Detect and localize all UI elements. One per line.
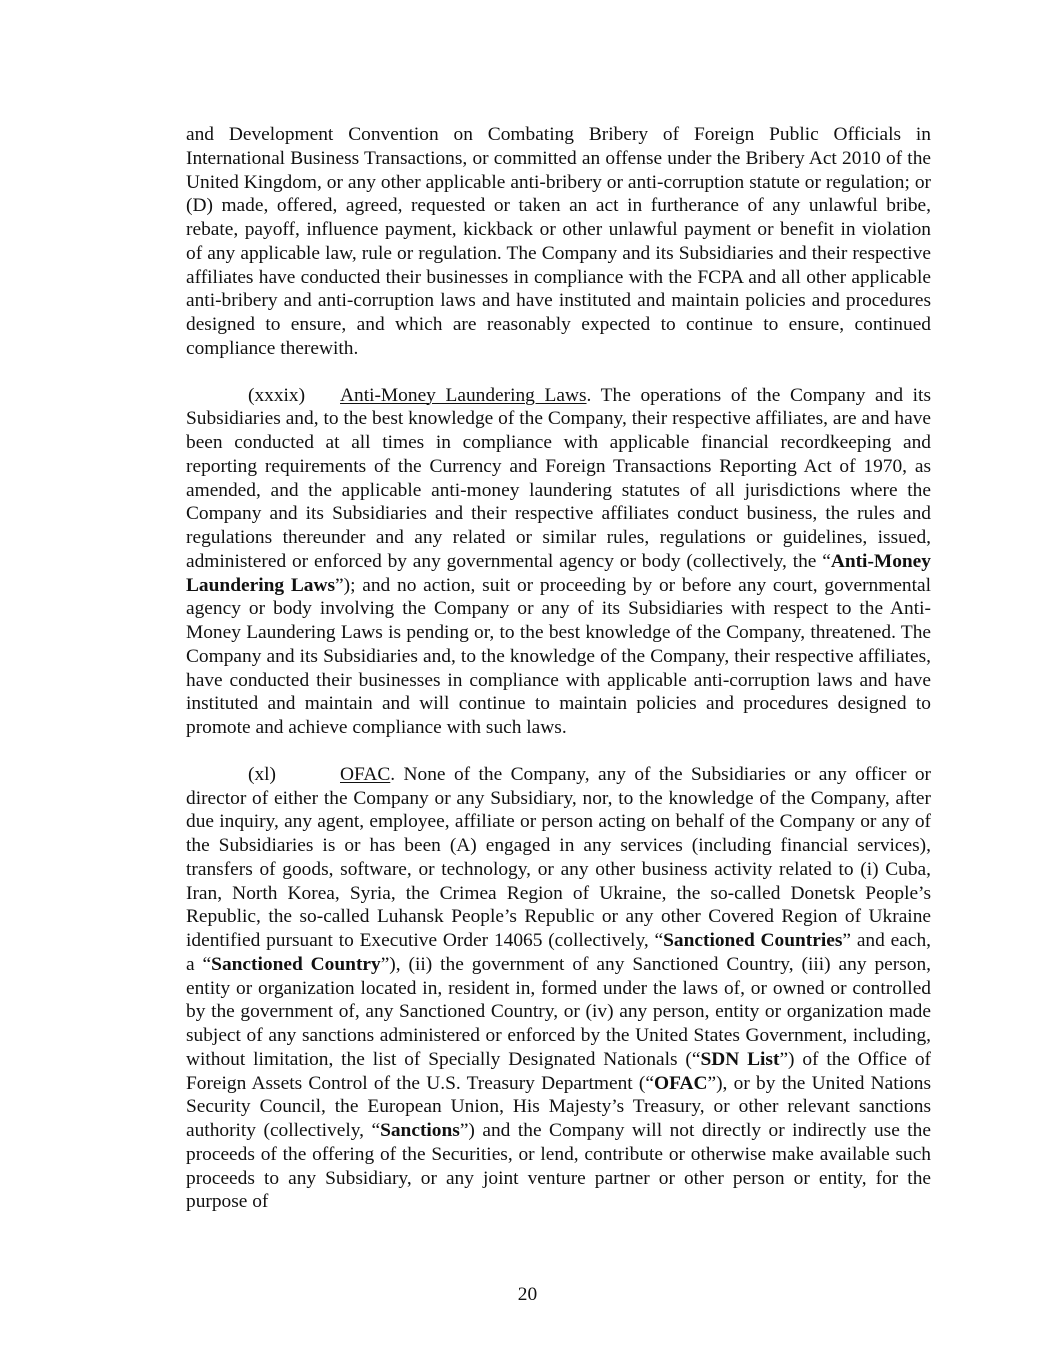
paragraph-text: ”) and the Company will not directly or indirectly use the proceeds of the offering of the Securities, or lend, contribute or otherwise make available such proceeds to any Subsidiary, or any joint venture partner or other person or entity, for the purpose of: [186, 1120, 931, 1213]
defined-term: Sanctioned Countries: [663, 930, 843, 951]
paragraph-text: ” and each, a “: [186, 930, 931, 975]
defined-term: Sanctions: [380, 1120, 460, 1141]
page-number: 20: [517, 1284, 538, 1305]
section-anti-money-laundering: [186, 384, 931, 740]
defined-term: OFAC: [653, 1072, 708, 1094]
section-number: (xxxix): [248, 384, 306, 406]
section-title: OFAC: [340, 763, 391, 785]
section-title: Anti-Money Laundering Laws: [340, 384, 587, 406]
section-ofac: [186, 763, 931, 1214]
paragraph-text: and Development Convention on Combating Bribery of Foreign Public Officials in International Business Transactions, or committed an offense under the Bribery Act 2010 of the United Kingdom, or any other applicable anti-bribery or anti-corruption statute or regulation; or (D) made, offered, agreed, requested or taken an act in furtherance of any unlawful bribe, rebate, payoff, influence payment, kickback or other unlawful payment or benefit in violation of any applicable law, rule or regulation. The Company and its Subsidiaries and their respective affiliates have conducted their businesses in compliance with the FCPA and all other applicable anti-bribery and anti-corruption laws and have instituted and maintain policies and procedures designed to ensure, and which are reasonably expected to continue to ensure, continued compliance therewith.: [186, 124, 931, 359]
paragraph-text: ”); and no action, suit or proceeding by or before any court, governmental agency or body involving the Company or any of its Subsidiaries with respect to the Anti-Money Laundering Laws is pending or, to the best knowledge of the Company, threatened. The Company and its Subsidiaries and, to the knowledge of the Company, their respective affiliates, have conducted their businesses in compliance with applicable anti-corruption laws and have instituted and maintain and will continue to maintain policies and procedures designed to promote and achieve compliance with such laws.: [186, 574, 931, 738]
section-number: (xl): [248, 763, 276, 785]
paragraph-text: ”), or by the United Nations Security Council, the European Union, His Majesty’s Treasury, or other relevant sanctions authority (collectively, “: [186, 1072, 931, 1141]
document-body: [186, 123, 931, 1214]
defined-term: Anti-Money Laundering Laws: [186, 550, 931, 596]
defined-term: SDN List: [700, 1048, 780, 1070]
paragraph-text: . None of the Company, any of the Subsidiaries or any officer or director of either the Company or any Subsidiary, nor, to the knowledge of the Company, after due inquiry, any agent, employee, affiliate or person acting on behalf of the Company or any of the Subsidiaries is or has been (A) engaged in any services (including financial services), transfers of goods, software, or technology, or any other business activity related to (i) Cuba, Iran, North Korea, Syria, the Crimea Region of Ukraine, the so-called Donetsk People’s Republic, the so-called Luhansk People’s Republic or any other Covered Region of Ukraine identified pursuant to Executive Order 14065 (collectively, “: [186, 763, 931, 951]
paragraph-text: ”), (ii) the government of any Sanctioned Country, (iii) any person, entity or organization located in, resident in, formed under the laws of, or owned or controlled by the government of, any Sanctioned Country, or (iv) any person, entity or organization made subject of any sanctions administered or enforced by the United States Government, including, without limitation, the list of Specially Designated Nationals (“: [186, 953, 931, 1070]
paragraph-text: . The operations of the Company and its Subsidiaries and, to the best knowledge of the Company, their respective affiliates, are and have been conducted at all times in compliance with applicable financial recordkeeping and reporting requirements of the Currency and Foreign Transactions Reporting Act of 1970, as amended, and the applicable anti-money laundering statutes of all jurisdictions where the Company and its Subsidiaries and their respective affiliates conduct business, the rules and regulations thereunder and any related or similar rules, regulations or guidelines, issued, administered or enforced by any governmental agency or body (collectively, the “: [186, 384, 931, 572]
paragraph-text: ”) of the Office of Foreign Assets Control of the U.S. Treasury Department (“: [186, 1048, 931, 1094]
defined-term: Sanctioned Country: [211, 953, 381, 975]
paragraph-continuation: [186, 123, 931, 361]
